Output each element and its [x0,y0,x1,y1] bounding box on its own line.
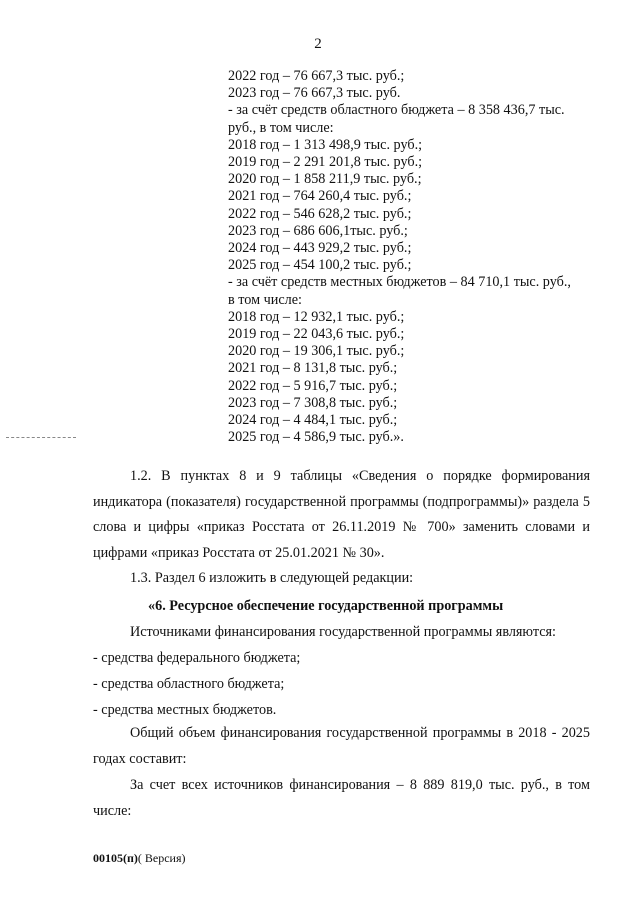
all-sources-paragraph: За счет всех источников финансирования – 8 889 819,0 тыс. руб., в том числе: [93,777,590,819]
finance-line: 2018 год – 1 313 498,9 тыс. руб.; [228,136,423,153]
total-volume-paragraph: Общий объем финансирования государственной программы в 2018 - 2025 годах составит: [93,725,590,767]
finance-line: - за счёт средств областного бюджета – 8 358 436,7 тыс. [228,102,565,119]
source-item-regional: - средства областного бюджета; [93,676,285,692]
paragraph-1-3: 1.3. Раздел 6 изложить в следующей редакции: [130,570,414,586]
finance-line: 2025 год – 4 586,9 тыс. руб.». [228,429,404,446]
scan-margin-mark [6,437,76,439]
finance-line: в том числе: [228,291,302,308]
finance-line: 2024 год – 4 484,1 тыс. руб.; [228,412,398,429]
financing-breakdown [228,68,600,446]
finance-line: руб., в том числе: [228,119,334,136]
source-item-local: - средства местных бюджетов. [93,702,277,718]
finance-line: 2021 год – 764 260,4 тыс. руб.; [228,188,412,205]
finance-line: 2025 год – 454 100,2 тыс. руб.; [228,257,412,274]
finance-line: 2020 год – 1 858 211,9 тыс. руб.; [228,171,422,188]
sources-intro: Источниками финансирования государственной программы являются: [130,624,556,640]
finance-line: 2023 год – 76 667,3 тыс. руб. [228,85,401,102]
page-number: 2 [314,36,322,52]
finance-line: 2022 год – 546 628,2 тыс. руб.; [228,205,412,222]
finance-line: - за счёт средств местных бюджетов – 84 710,1 тыс. руб., [228,274,571,291]
section-heading: «6. Ресурсное обеспечение государственной программы [148,598,504,614]
document-code-number: 00105(п) [93,851,138,865]
finance-line: 2018 год – 12 932,1 тыс. руб.; [228,308,405,325]
finance-line: 2023 год – 686 606,1тыс. руб.; [228,222,408,239]
document-code [93,851,186,865]
finance-line: 2021 год – 8 131,8 тыс. руб.; [228,360,398,377]
finance-line: 2019 год – 22 043,6 тыс. руб.; [228,326,405,343]
finance-line: 2019 год – 2 291 201,8 тыс. руб.; [228,154,423,171]
finance-line: 2020 год – 19 306,1 тыс. руб.; [228,343,405,360]
finance-line: 2022 год – 76 667,3 тыс. руб.; [228,68,405,84]
finance-line: 2022 год – 5 916,7 тыс. руб.; [228,377,398,394]
document-version: ( Версия) [137,851,186,865]
paragraph-1-2: 1.2. В пунктах 8 и 9 таблицы «Сведения о порядке формирования индикатора (показателя) государственной программы (подпрограммы)» раздела 5 слова и цифры «приказ Росстата от 26.11.2019 № 700» заменить словами и цифрами «приказ Росстата от 25.01.2021 № 30». [93,468,590,561]
finance-line: 2023 год – 7 308,8 тыс. руб.; [228,394,398,411]
finance-line: 2024 год – 443 929,2 тыс. руб.; [228,240,412,257]
source-item-federal: - средства федерального бюджета; [93,650,301,666]
